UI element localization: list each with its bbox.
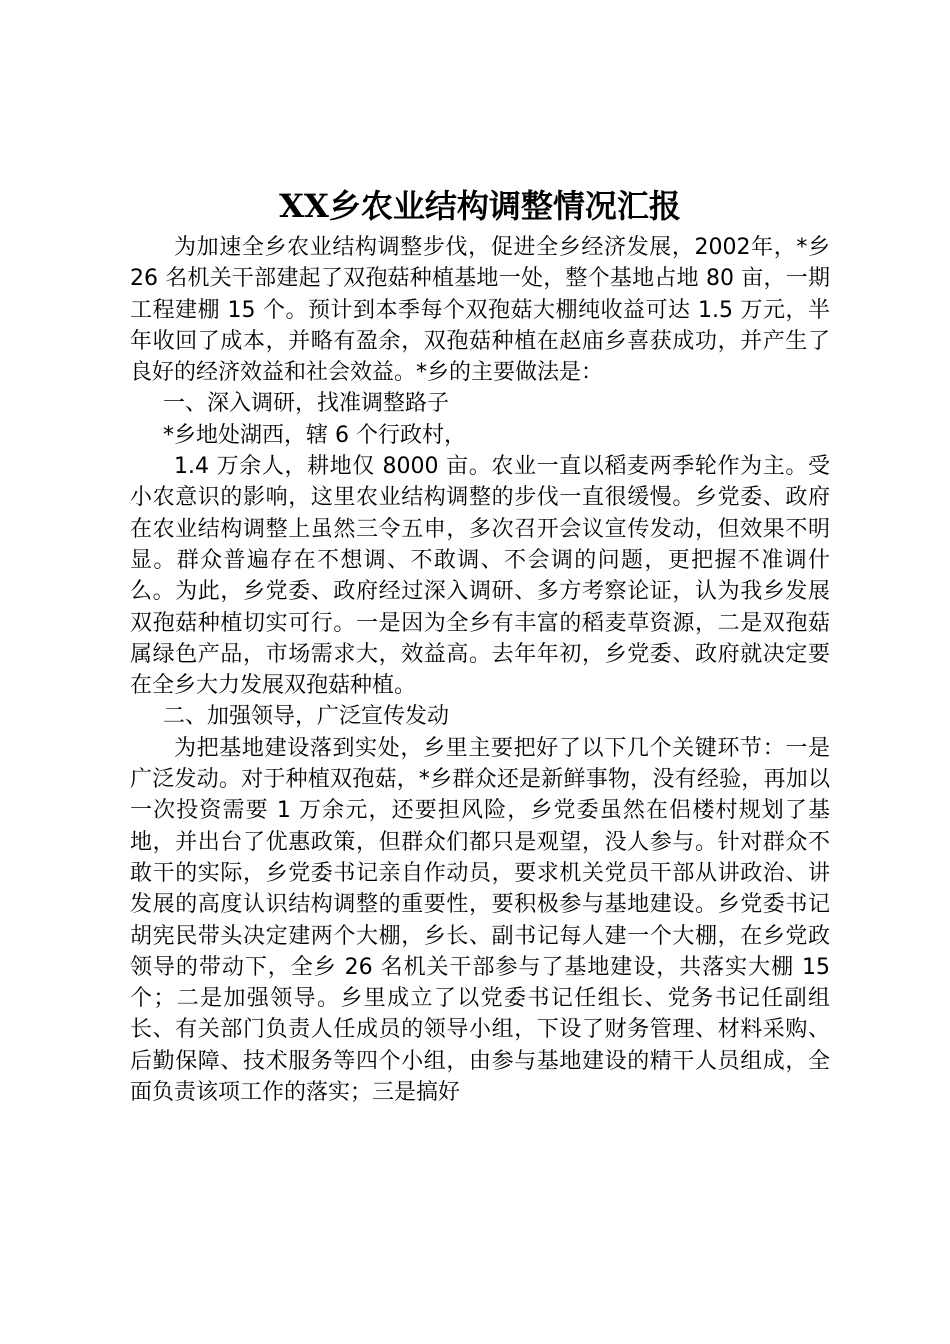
section-1-paragraph-1: *乡地处湖西，辖 6 个行政村，	[163, 422, 466, 448]
document-title: XX乡农业结构调整情况汇报	[279, 187, 681, 225]
section-2-paragraph-1: 为把基地建设落到实处，乡里主要把好了以下几个关键环节：一是广泛发动。对于种植双孢菇，*乡群众还是新鲜事物，没有经验，再加以一次投资需要 1 万余元，还要担风险，乡党委虽然在侣楼村规划了基地，并出台了优惠政策，但群众们都只是观望，没人参与。针对群众不敢干的实际，乡党委书记亲自作动员，要求机关党员干部从讲政治、讲发展的高度认识结构调整的重要性，要积极参与基地建设。乡党委书记胡宪民带头决定建两个大棚，乡长、副书记每人建一个大棚，在乡党政领导的带动下，全乡 26 名机关干部参与了基地建设，共落实大棚 15 个；二是加强领导。乡里成立了以党委书记任组长、党务书记任副组长、有关部门负责人任成员的领导小组，下设了财务管理、材料采购、后勤保障、技术服务等四个小组，由参与基地建设的精干人员组成，全面负责该项工作的落实；三是搞好	[130, 735, 830, 1106]
section-heading-1: 一、深入调研，找准调整路子	[163, 391, 450, 417]
section-1-paragraph-2: 1.4 万余人，耕地仅 8000 亩。农业一直以稻麦两季轮作为主。受小农意识的影响，这里农业结构调整的步伐一直很缓慢。乡党委、政府在农业结构调整上虽然三令五申，多次召开会议宣传发动，但效果不明显。群众普遍存在不想调、不敢调、不会调的问题，更把握不准调什么。为此，乡党委、政府经过深入调研、多方考察论证，认为我乡发展双孢菇种植切实可行。一是因为全乡有丰富的稻麦草资源，二是双孢菇属绿色产品，市场需求大，效益高。去年年初，乡党委、政府就决定要在全乡大力发展双孢菇种植。	[130, 454, 830, 699]
document-body	[130, 232, 830, 1108]
section-heading-2: 二、加强领导，广泛宣传发动	[163, 704, 450, 730]
intro-paragraph: 为加速全乡农业结构调整步伐，促进全乡经济发展，2002年，*乡 26 名机关干部建起了双孢菇种植基地一处，整个基地占地 80 亩，一期工程建棚 15 个。预计到本季每个双孢菇大棚纯收益可达 1.5 万元，半年收回了成本，并略有盈余，双孢菇种植在赵庙乡喜获成功，并产生了良好的经济效益和社会效益。*乡的主要做法是：	[130, 235, 830, 386]
